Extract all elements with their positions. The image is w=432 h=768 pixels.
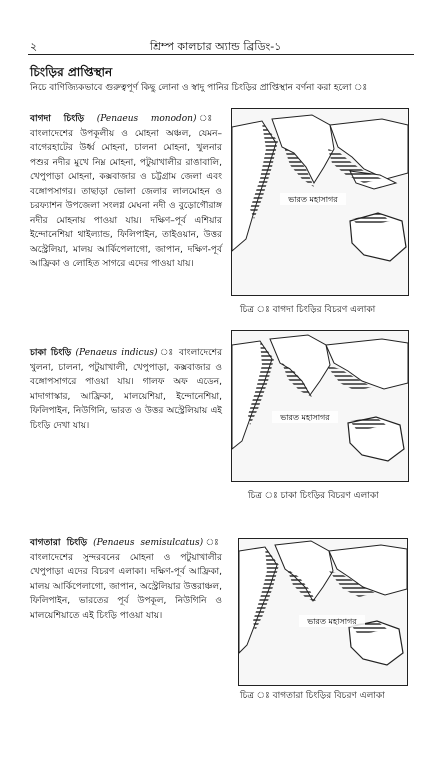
header-rule (28, 54, 414, 55)
species-block-1 (30, 112, 222, 272)
figure-caption-2: চিত্র ঃ চাকা চিংড়ির বিচরণ এলাকা (248, 491, 379, 501)
species-description: বাংলাদেশের সুন্দরবনের মোহনা ও পটুয়াখালীর খেপুপাড়া এদের বিচরণ এলাকা। দক্ষিণ-পূর্ব আফ্রিকা, মালয় আর্কিপেলাগো, জাপান, অস্ট্রেলিয়ার উত্তরাঞ্চল, ফিলিপাইন, ভারতের পূর্ব উপকূল, নিউগিনি ও মালয়েশিয়াতে এই চিংড়ি পাওয়া যায়। (30, 552, 222, 621)
running-header: শ্রিম্প কালচার অ্যান্ড ব্রিডিং-১ (150, 40, 282, 53)
species-block-3 (30, 536, 222, 623)
figure-caption-3: চিত্র ঃ বাগতারা চিংড়ির বিচরণ এলাকা (240, 691, 385, 701)
species-name: চাকা চিংড়ি (30, 348, 72, 358)
ocean-label: ভারত মহাসাগর (288, 195, 338, 204)
scientific-name: (Penaeus semisulcatus) (93, 538, 204, 548)
section-intro: নিচে বাণিজ্যিকভাবে গুরুত্বপূর্ণ কিছু লোনা ও স্বাদু পানির চিংড়ির প্রাপ্তিস্থান বর্ণনা করা হলো ঃ (30, 83, 368, 93)
figure-caption-1: চিত্র ঃ বাগদা চিংড়ির বিচরণ এলাকা (240, 305, 376, 315)
section-title: চিংড়ির প্রাপ্তিস্থান (30, 65, 113, 79)
scientific-name: (Penaeus monodon) (96, 114, 197, 124)
species-block-2 (30, 346, 222, 433)
species-name: বাগতারা চিংড়ি (30, 538, 88, 548)
species-description: বাংলাদেশের উপকূলীয় ও মোহনা অঞ্চল, যেমন– বাগেরহাটের উর্ধ্ব মোহনা, চালনা মোহনা, খুলনার পশুর নদীর মুখে নিম্ন মোহনা, পটুয়াখালীর রাঙাবালি, খেপুপাড়া মোহনা, কক্সবাজার ও চট্টগ্রাম জেলা এবং বঙ্গোপসাগর। তাছাড়া ভোলা জেলার লালমোহন ও চরফ্যাশন উপজেলা সংলগ্ন মেঘনা নদী ও বুড়োগৌরাঙ্গ নদীর মোহনায় পাওয়া যায়। দক্ষিণ–পূর্ব এশিয়ার ইন্দোনেশিয়া থাইল্যান্ড, ফিলিপাইন, তাইওয়ান, উত্তর অস্ট্রেলিয়া, মালয় আর্কিপেলাগো, জাপান, দক্ষিণ-পূর্ব আফ্রিকা ও লোহিত সাগরে এদের পাওয়া যায়। (30, 128, 222, 269)
species-name: বাগদা চিংড়ি (30, 114, 85, 124)
scientific-name: (Penaeus indicus) (75, 348, 158, 358)
ocean-label: ভারত মহাসাগর (280, 413, 330, 422)
distribution-map-1 (231, 108, 409, 296)
ocean-label: ভারত মহাসাগর (307, 617, 357, 626)
species-description: বাংলাদেশের খুলনা, চালনা, পটুয়াখালী, খেপুপাড়া, কক্সবাজার ও বঙ্গোপসাগরে পাওয়া যায়। গালফ অফ এডেন, মাদাগাস্কার, আফ্রিকা, মালয়েশিয়া, ইন্দোনেশিয়া, ফিলিপাইন, নিউগিনি, ভারত ও উত্তর অস্ট্রেলিয়ায় এই চিংড়ি দেখা যায়। (30, 348, 223, 431)
distribution-map-2 (231, 330, 409, 482)
page-number: ২ (30, 40, 38, 53)
distribution-map-3 (238, 538, 408, 686)
